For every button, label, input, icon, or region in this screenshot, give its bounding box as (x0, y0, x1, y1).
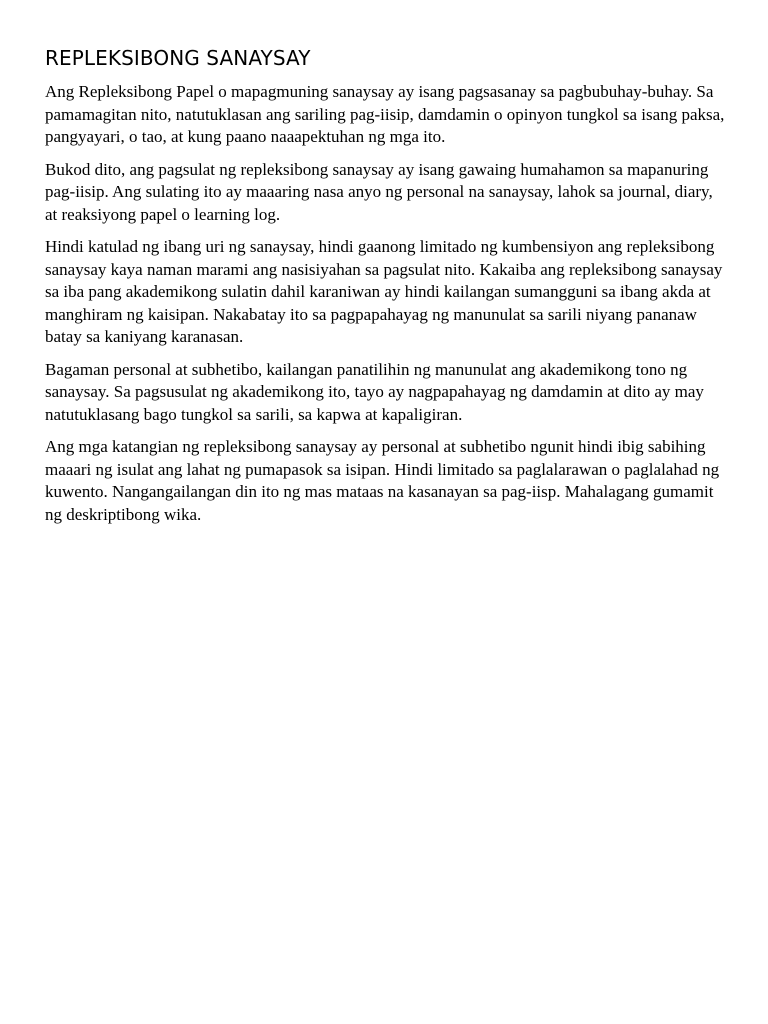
paragraph-1: Ang Repleksibong Papel o mapagmuning sanaysay ay isang pagsasanay sa pagbubuhay-buhay. Sa pamamagitan nito, natutuklasan ang sariling pag-iisip, damdamin o opinyon tungkol sa isang paksa, pangyayari, o tao, at kung paano naaapektuhan ng mga ito. (45, 82, 725, 146)
document-page (45, 44, 729, 536)
paragraph-5: Ang mga katangian ng repleksibong sanaysay ay personal at subhetibo ngunit hindi ibig sabihing maaari ng isulat ang lahat ng pumapasok sa isipan. Hindi limitado sa paglalarawan o paglalahad ng kuwento. Nangangailangan din ito ng mas mataas na kasanayan sa pag-iisp. Mahalagang gumamit ng deskriptibong wika. (45, 437, 720, 524)
paragraph-4: Bagaman personal at subhetibo, kailangan panatilihin ng manunulat ang akademikong tono ng sanaysay. Sa pagsusulat ng akademikong ito, tayo ay nagpapahayag ng damdamin at dito ay may natutuklasang bago tungkol sa sarili, sa kapwa at kapaligiran. (45, 359, 704, 424)
paragraph-3: Hindi katulad ng ibang uri ng sanaysay, hindi gaanong limitado ng kumbensiyon ang repleksibong sanaysay kaya naman marami ang nasisiyahan sa pagsulat nito. Kakaiba ang repleksibong sanaysay sa iba pang akademikong sulatin dahil karaniwan ay hindi kailangan sumangguni sa ibang akda at manghiram ng kaisipan. Nakabatay ito sa pagpapahayag ng manunulat sa sarili niyang pananaw batay sa kaniyang karanasan. (45, 237, 723, 346)
paragraph-2: Bukod dito, ang pagsulat ng repleksibong sanaysay ay isang gawaing humahamon sa mapanuring pag-iisip. Ang sulating ito ay maaaring nasa anyo ng personal na sanaysay, lahok sa journal, diary, at reaksiyong papel o learning log. (45, 159, 713, 224)
document-title: REPLEKSIBONG SANAYSAY (45, 46, 311, 70)
